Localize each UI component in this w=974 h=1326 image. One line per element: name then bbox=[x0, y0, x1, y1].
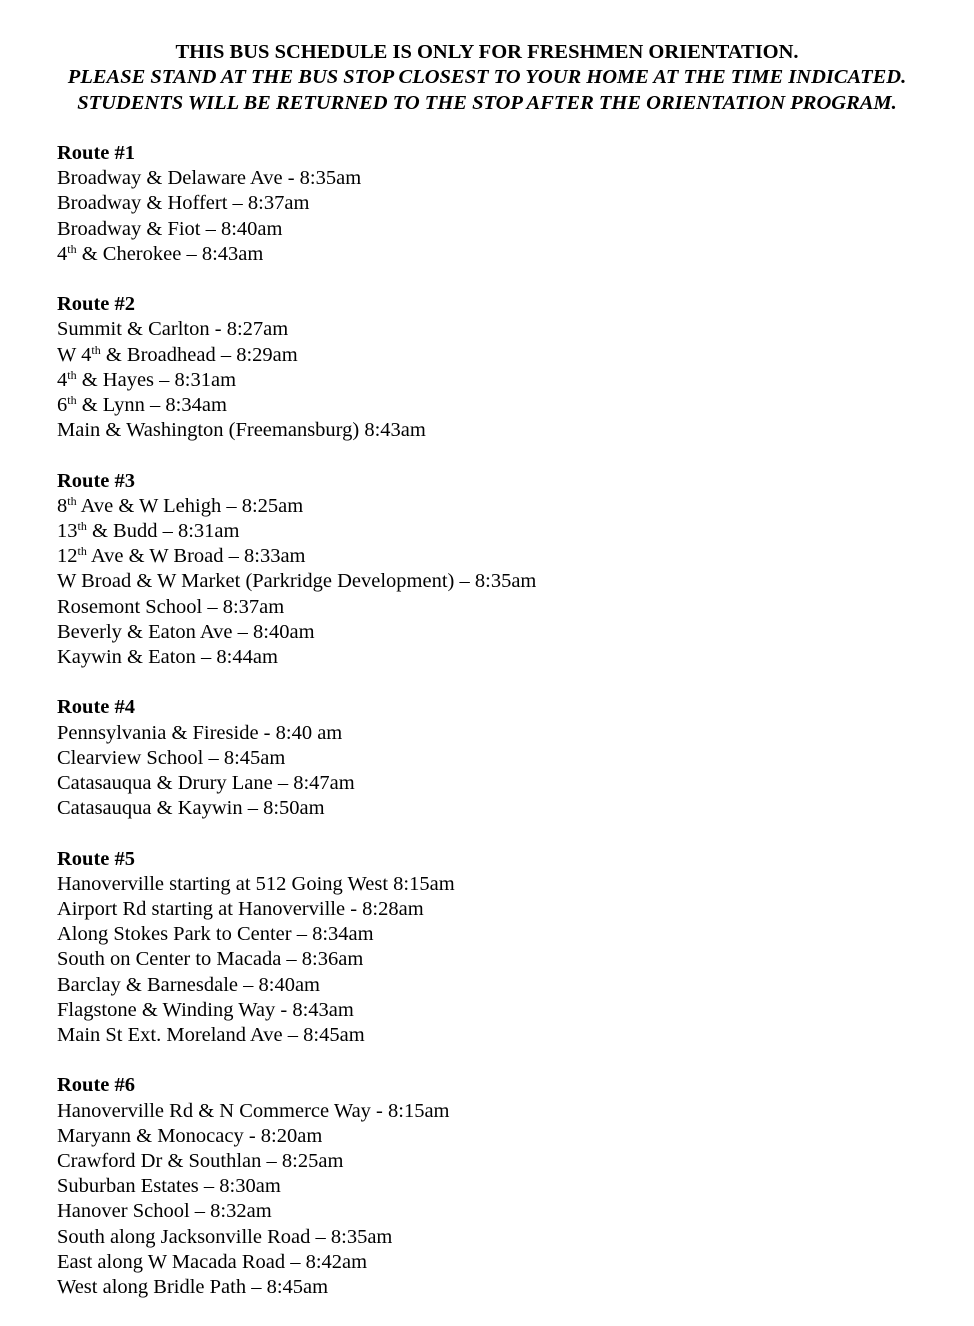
stop-text: Main St Ext. Moreland Ave – 8:45am bbox=[57, 1024, 365, 1047]
stop-line bbox=[57, 1250, 937, 1275]
routes-list bbox=[57, 141, 937, 1325]
ordinal-suffix: th bbox=[67, 393, 77, 408]
stop-text: W Broad & W Market (Parkridge Development) – 8:35am bbox=[57, 570, 537, 593]
route-block bbox=[57, 292, 937, 443]
stop-text: Barclay & Barnesdale – 8:40am bbox=[57, 973, 320, 996]
stop-text: Hanover School – 8:32am bbox=[57, 1200, 272, 1223]
stop-text-rest: & Budd – 8:31am bbox=[86, 520, 240, 543]
stop-line bbox=[57, 569, 937, 594]
stop-line bbox=[57, 1275, 937, 1300]
header-instruction: PLEASE STAND AT THE BUS STOP CLOSEST TO YOUR HOME AT THE TIME INDICATED. bbox=[67, 66, 907, 89]
stop-line bbox=[57, 595, 937, 620]
stop-text: Beverly & Eaton Ave – 8:40am bbox=[57, 620, 315, 643]
stop-text: 12 bbox=[57, 545, 78, 568]
stop-text: Suburban Estates – 8:30am bbox=[57, 1175, 281, 1198]
stop-text: Broadway & Fiot – 8:40am bbox=[57, 217, 283, 240]
stop-line bbox=[57, 620, 937, 645]
stop-text: Main & Washington (Freemansburg) 8:43am bbox=[57, 419, 426, 442]
ordinal-suffix: th bbox=[67, 241, 77, 256]
stop-text: Rosemont School – 8:37am bbox=[57, 595, 285, 618]
stop-text: 6 bbox=[57, 394, 68, 417]
stop-line bbox=[57, 1023, 937, 1048]
stop-text: 4 bbox=[57, 242, 68, 265]
stop-text-rest: & Cherokee – 8:43am bbox=[76, 242, 264, 265]
stop-text-rest: & Hayes – 8:31am bbox=[76, 368, 237, 391]
stop-line bbox=[57, 191, 937, 216]
stop-line bbox=[57, 973, 937, 998]
stop-text: 8 bbox=[57, 494, 68, 517]
stop-text: W 4 bbox=[57, 343, 92, 366]
stop-text: 13 bbox=[57, 520, 78, 543]
stop-line bbox=[57, 494, 937, 519]
stop-text: Flagstone & Winding Way - 8:43am bbox=[57, 998, 354, 1021]
stop-text: Broadway & Hoffert – 8:37am bbox=[57, 192, 310, 215]
stop-line bbox=[57, 796, 937, 821]
stop-line bbox=[57, 368, 937, 393]
stop-line bbox=[57, 1099, 937, 1124]
schedule-header bbox=[0, 40, 974, 116]
stop-line bbox=[57, 998, 937, 1023]
stop-text-rest: & Lynn – 8:34am bbox=[76, 394, 227, 417]
route-block bbox=[57, 847, 937, 1049]
stop-text: Catasauqua & Kaywin – 8:50am bbox=[57, 797, 325, 820]
header-return-note: STUDENTS WILL BE RETURNED TO THE STOP AFTER THE ORIENTATION PROGRAM. bbox=[77, 91, 897, 114]
stop-line bbox=[57, 721, 937, 746]
ordinal-suffix: th bbox=[77, 519, 87, 534]
stop-text: Along Stokes Park to Center – 8:34am bbox=[57, 923, 374, 946]
stop-text: Crawford Dr & Southlan – 8:25am bbox=[57, 1150, 344, 1173]
stop-text-rest: Ave & W Lehigh – 8:25am bbox=[76, 494, 304, 517]
stop-line bbox=[57, 872, 937, 897]
stop-line bbox=[57, 317, 937, 342]
stop-line bbox=[57, 217, 937, 242]
stop-text: West along Bridle Path – 8:45am bbox=[57, 1276, 329, 1299]
route-title: Route #4 bbox=[57, 696, 136, 719]
stop-line bbox=[57, 519, 937, 544]
stop-line bbox=[57, 1199, 937, 1224]
route-title: Route #6 bbox=[57, 1074, 136, 1097]
route-block bbox=[57, 1073, 937, 1300]
stop-text: Clearview School – 8:45am bbox=[57, 746, 286, 769]
stop-text: Broadway & Delaware Ave - 8:35am bbox=[57, 167, 362, 190]
header-title: THIS BUS SCHEDULE IS ONLY FOR FRESHMEN ORIENTATION. bbox=[175, 41, 799, 63]
stop-line bbox=[57, 393, 937, 418]
stop-line bbox=[57, 166, 937, 191]
stop-line bbox=[57, 1174, 937, 1199]
stop-text-rest: & Broadhead – 8:29am bbox=[100, 343, 298, 366]
stop-line bbox=[57, 771, 937, 796]
route-block bbox=[57, 469, 937, 671]
ordinal-suffix: th bbox=[77, 544, 87, 559]
stop-text: Catasauqua & Drury Lane – 8:47am bbox=[57, 772, 355, 795]
stop-line bbox=[57, 418, 937, 443]
stop-text: Hanoverville Rd & N Commerce Way - 8:15am bbox=[57, 1099, 450, 1122]
route-block bbox=[57, 141, 937, 267]
stop-line bbox=[57, 1149, 937, 1174]
stop-text: Hanoverville starting at 512 Going West 8:15am bbox=[57, 872, 455, 895]
ordinal-suffix: th bbox=[91, 342, 101, 357]
stop-line bbox=[57, 645, 937, 670]
stop-text: Pennsylvania & Fireside - 8:40 am bbox=[57, 721, 343, 744]
route-title: Route #1 bbox=[57, 142, 136, 164]
stop-line bbox=[57, 897, 937, 922]
stop-text: Maryann & Monocacy - 8:20am bbox=[57, 1124, 323, 1147]
stop-line bbox=[57, 746, 937, 771]
stop-text: Airport Rd starting at Hanoverville - 8:28am bbox=[57, 898, 424, 921]
stop-text: South along Jacksonville Road – 8:35am bbox=[57, 1225, 393, 1248]
stop-text: Summit & Carlton - 8:27am bbox=[57, 318, 289, 341]
ordinal-suffix: th bbox=[67, 493, 77, 508]
ordinal-suffix: th bbox=[67, 367, 77, 382]
stop-line bbox=[57, 1225, 937, 1250]
stop-text-rest: Ave & W Broad – 8:33am bbox=[86, 545, 306, 568]
stop-text: South on Center to Macada – 8:36am bbox=[57, 948, 364, 971]
route-title: Route #3 bbox=[57, 469, 136, 492]
stop-line bbox=[57, 922, 937, 947]
stop-line bbox=[57, 242, 937, 267]
route-block bbox=[57, 695, 937, 821]
stop-line bbox=[57, 1124, 937, 1149]
stop-text: Kaywin & Eaton – 8:44am bbox=[57, 646, 278, 669]
stop-line bbox=[57, 947, 937, 972]
route-title: Route #2 bbox=[57, 293, 136, 316]
stop-line bbox=[57, 544, 937, 569]
stop-text: 4 bbox=[57, 368, 68, 391]
stop-text: East along W Macada Road – 8:42am bbox=[57, 1250, 368, 1273]
route-title: Route #5 bbox=[57, 847, 136, 870]
stop-line bbox=[57, 343, 937, 368]
